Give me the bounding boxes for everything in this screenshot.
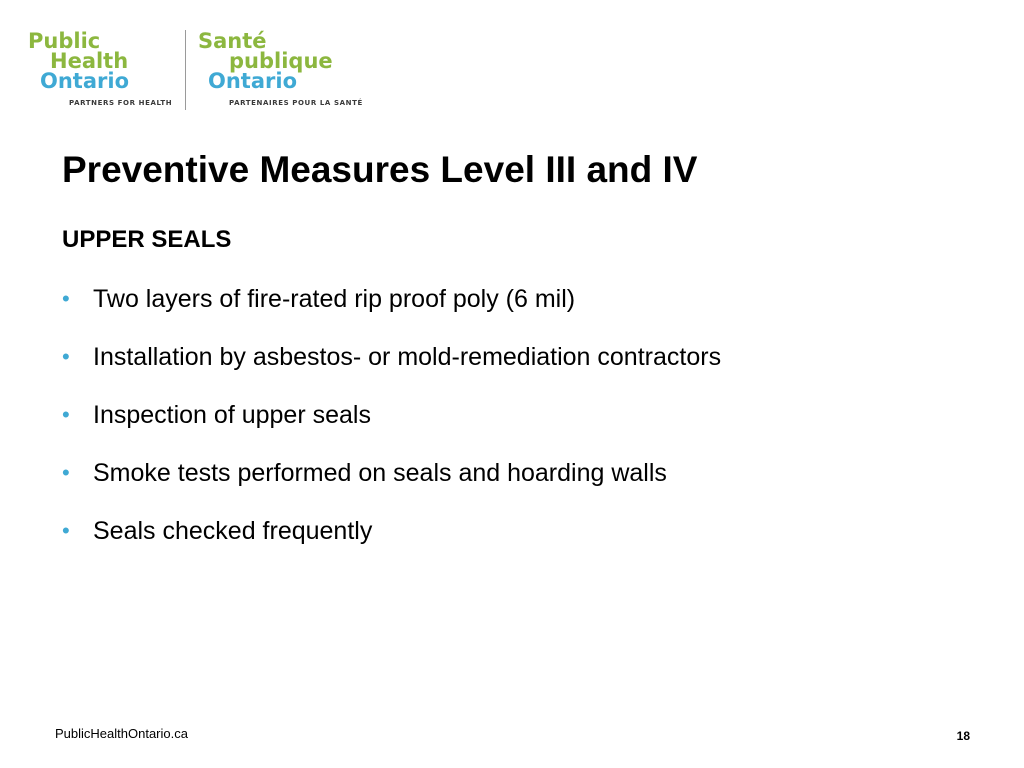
logo-en-health: Health [50, 49, 129, 73]
bullet-icon: • [62, 344, 70, 369]
bullet-icon: • [62, 286, 70, 311]
logo-en-tagline: PARTNERS FOR HEALTH [69, 99, 173, 107]
bullet-icon: • [62, 402, 70, 427]
slide-subheading: UPPER SEALS [62, 226, 232, 253]
slide-page-number: 18 [956, 729, 970, 743]
logo-fr-tagline: PARTENAIRES POUR LA SANTÉ [229, 99, 363, 107]
slide-title: Preventive Measures Level III and IV [62, 149, 698, 190]
bullet-text: Two layers of fire-rated rip proof poly (6 mil) [93, 285, 576, 313]
logo-fr-ontario: Ontario [208, 69, 297, 93]
bullet-text: Seals checked frequently [93, 517, 373, 545]
logo-fr-publique: publique [229, 49, 333, 73]
bullet-icon: • [62, 518, 70, 543]
logo-en-ontario: Ontario [40, 69, 129, 93]
logo-fr-sante: Santé [198, 29, 267, 53]
logo-en-public: Public [28, 29, 101, 53]
bullet-icon: • [62, 460, 70, 485]
footer-website: PublicHealthOntario.ca [55, 726, 188, 741]
bullet-text: Inspection of upper seals [93, 401, 371, 429]
public-health-ontario-logo [28, 28, 368, 112]
bullet-text: Smoke tests performed on seals and hoarding walls [93, 459, 667, 487]
bullet-text: Installation by asbestos- or mold-remediation contractors [93, 343, 722, 371]
logo-divider [185, 30, 186, 110]
